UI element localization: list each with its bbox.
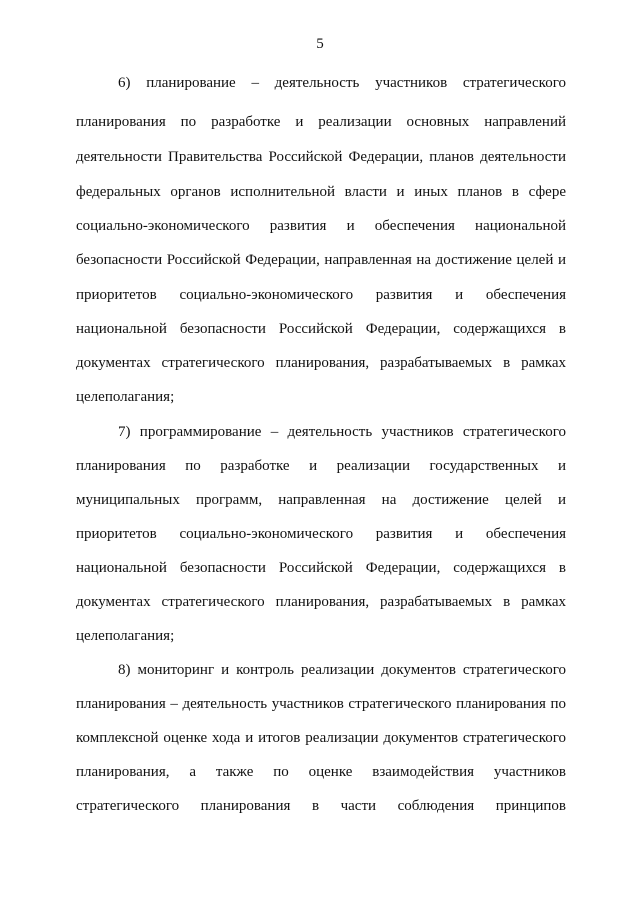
paragraph-line: приоритетов социально-экономического развития и обеспечения — [76, 287, 566, 303]
paragraph-line: планирования по разработке и реализации государственных и — [76, 458, 566, 474]
paragraph-line: планирования, а также по оценке взаимодействия участников — [76, 764, 566, 780]
paragraph-line: деятельности Правительства Российской Федерации, планов деятельности — [76, 149, 566, 165]
paragraph-line: 8) мониторинг и контроль реализации документов стратегического — [118, 662, 566, 678]
paragraph-line: безопасности Российской Федерации, направленная на достижение целей и — [76, 252, 566, 268]
paragraph-line: комплексной оценке хода и итогов реализации документов стратегического — [76, 730, 566, 746]
paragraph-line: социально-экономического развития и обеспечения национальной — [76, 218, 566, 234]
paragraph-line: планирования – деятельность участников стратегического планирования по — [76, 696, 566, 712]
paragraph-line: приоритетов социально-экономического развития и обеспечения — [76, 526, 566, 542]
paragraph-line: 7) программирование – деятельность участников стратегического — [118, 424, 566, 440]
paragraph-line: национальной безопасности Российской Федерации, содержащихся в — [76, 560, 566, 576]
paragraph-line: стратегического планирования в части соблюдения принципов — [76, 798, 566, 814]
paragraph-line: муниципальных программ, направленная на достижение целей и — [76, 492, 566, 508]
paragraph-line: национальной безопасности Российской Федерации, содержащихся в — [76, 321, 566, 337]
paragraph-line: федеральных органов исполнительной власти и иных планов в сфере — [76, 184, 566, 200]
paragraph-line: документах стратегического планирования, разрабатываемых в рамках — [76, 594, 566, 610]
page-number: 5 — [316, 36, 324, 52]
paragraph-line: документах стратегического планирования, разрабатываемых в рамках — [76, 355, 566, 371]
paragraph-line: целеполагания; — [76, 389, 175, 405]
paragraph-line: 6) планирование – деятельность участников стратегического — [118, 75, 566, 91]
paragraph-line: целеполагания; — [76, 628, 175, 644]
paragraph-line: планирования по разработке и реализации основных направлений — [76, 114, 566, 130]
